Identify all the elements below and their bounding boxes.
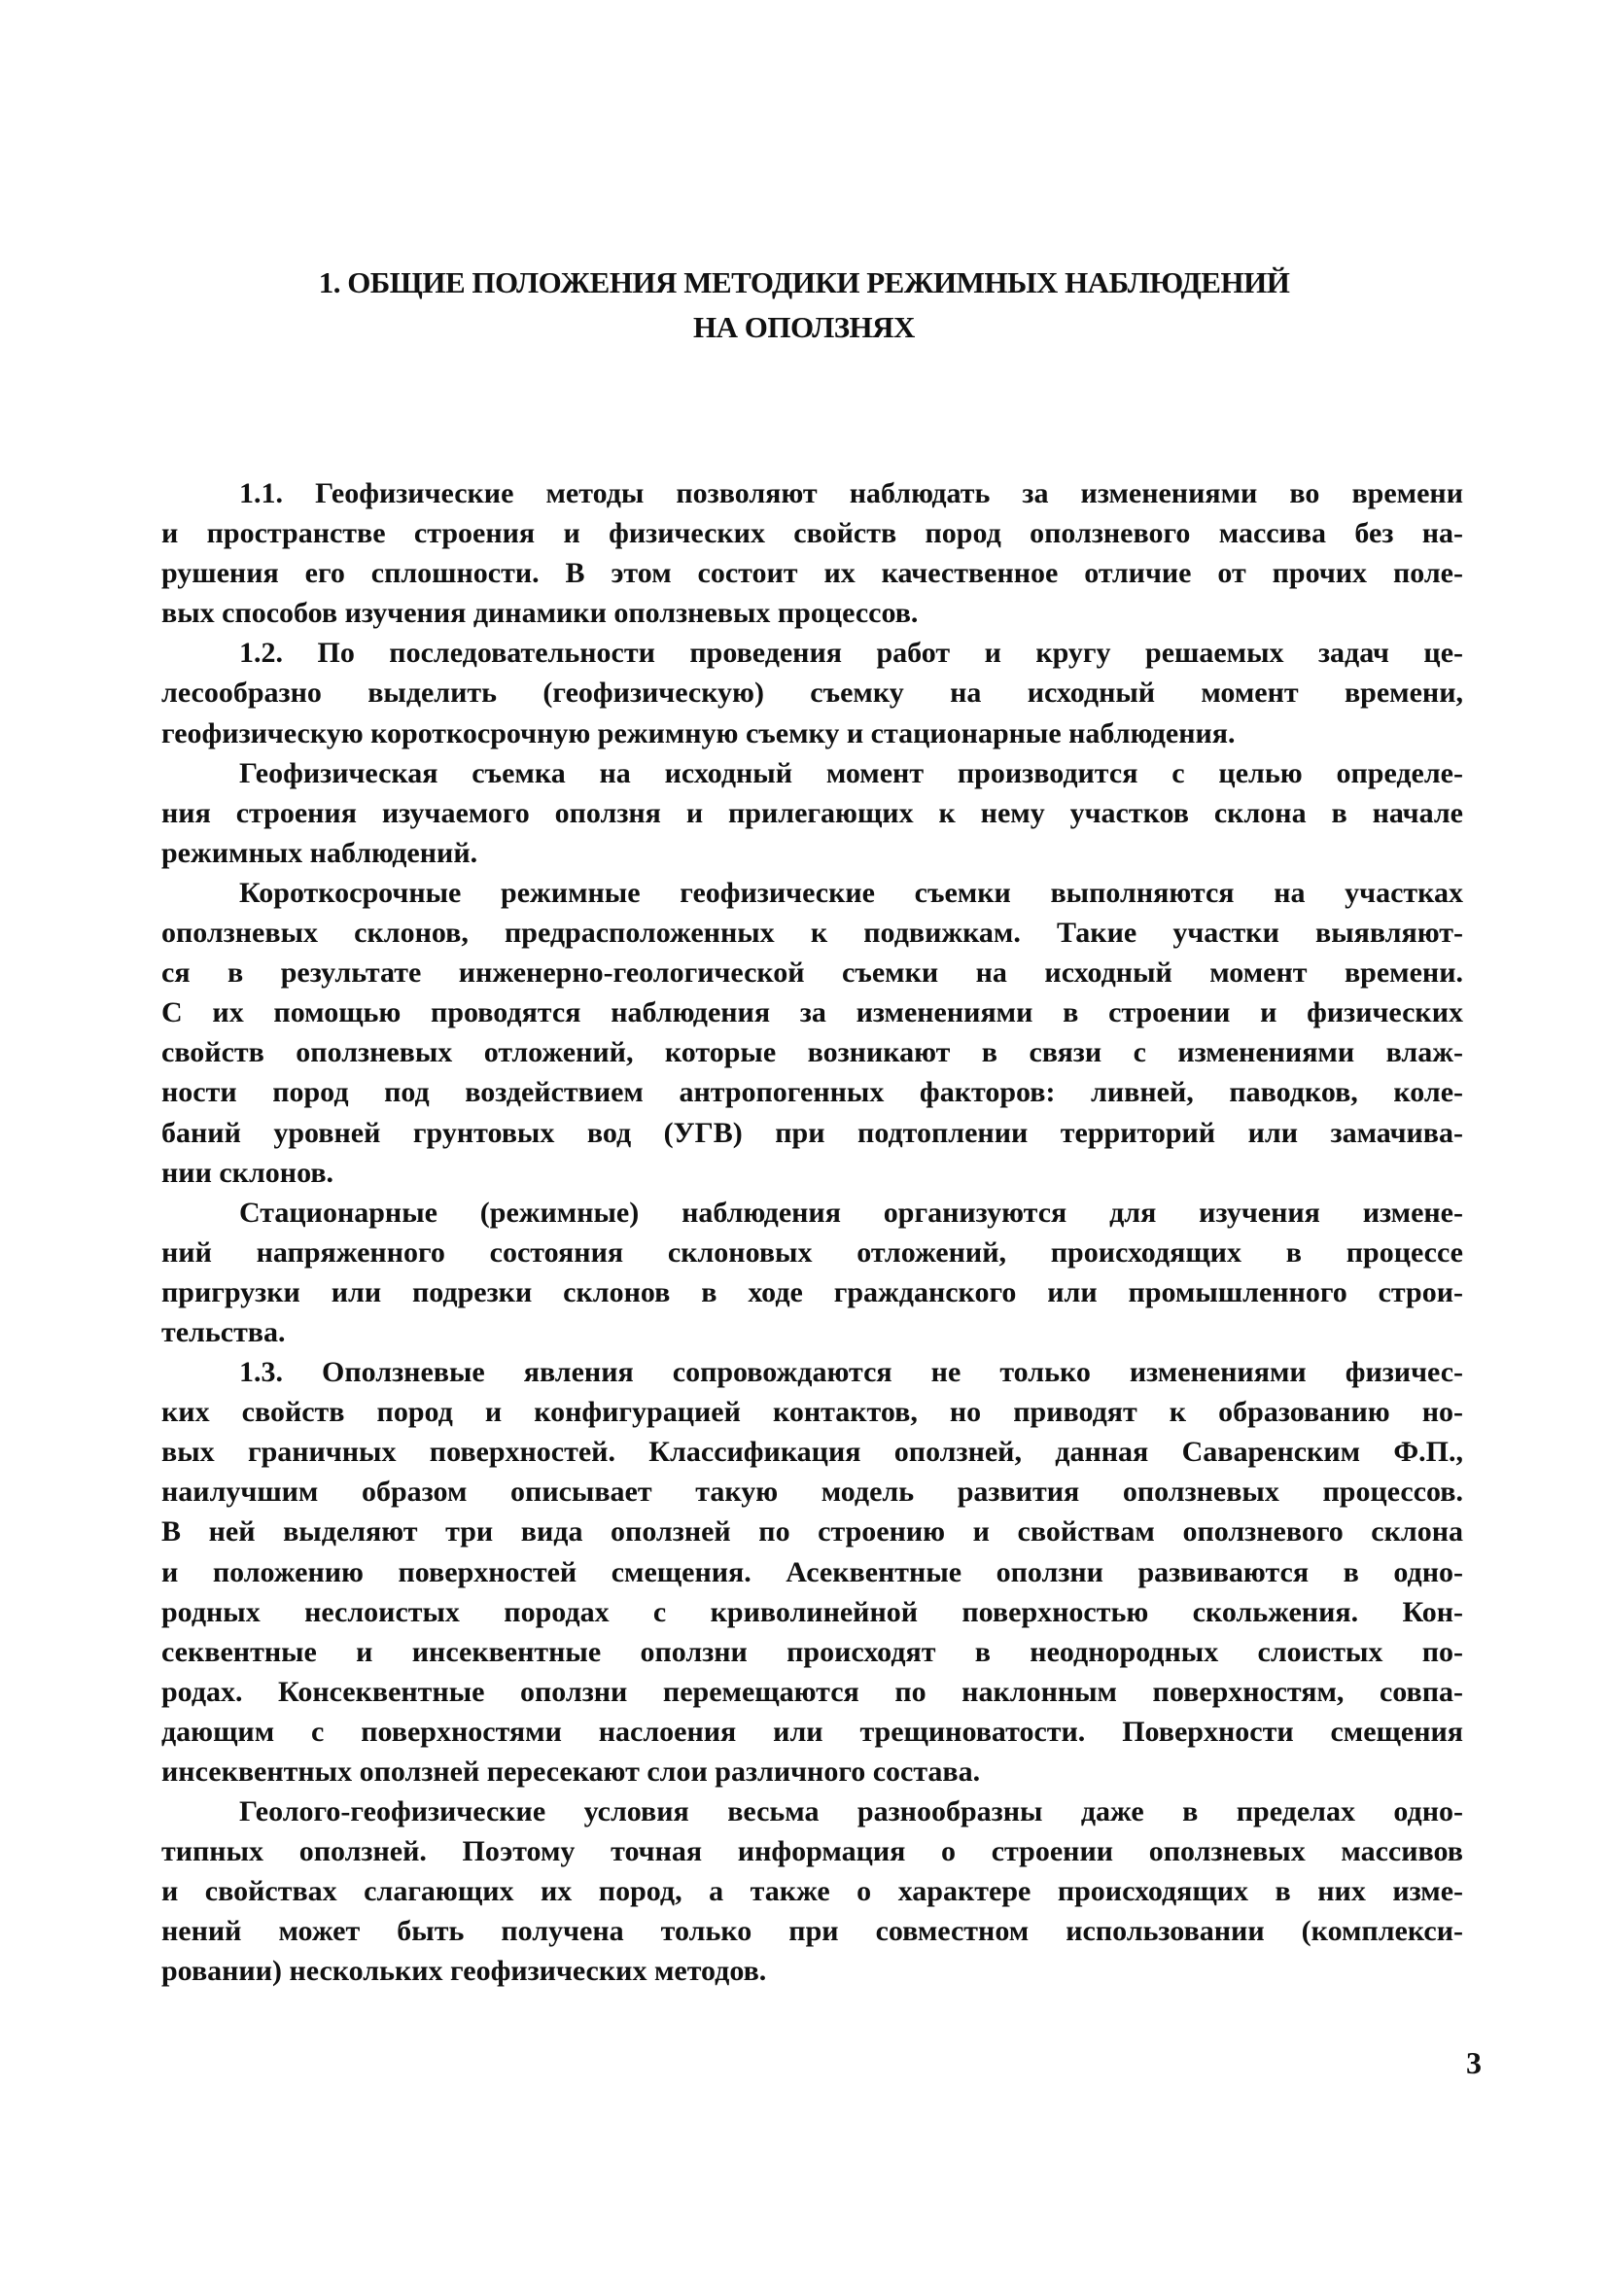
line-text: ний напряженного состояния склоновых отложений, происходящих в процессе	[161, 1235, 1463, 1269]
text-line	[161, 1432, 1463, 1472]
line-text: геофизическую короткосрочную режимную съемку и стационарные наблюдения.	[161, 716, 1236, 749]
text-line	[161, 473, 1463, 513]
paragraph	[161, 1792, 1463, 1991]
text-line	[161, 593, 1463, 633]
line-text: вых граничных поверхностей. Классификация оползней, данная Саваренским Ф.П.,	[161, 1436, 1463, 1469]
line-text: родных неслоистых породах с криволинейной поверхностью скольжения. Кон-	[161, 1595, 1463, 1628]
line-text: Стационарные (режимные) наблюдения организуются для изучения измене-	[239, 1196, 1463, 1229]
text-line	[161, 1792, 1463, 1831]
paragraph	[161, 1193, 1463, 1352]
line-text: ровании) нескольких геофизических методов.	[161, 1955, 767, 1988]
line-text: ких свойств пород и конфигурацией контактов, но приводят к образованию но-	[161, 1396, 1463, 1429]
text-line	[161, 633, 1463, 673]
text-line	[161, 1193, 1463, 1233]
text-line	[161, 1352, 1463, 1392]
line-text: ния строения изучаемого оползня и прилегающих к нему участков склона в начале	[161, 796, 1463, 829]
line-text: дающим с поверхностями наслоения или трещиноватости. Поверхности смещения	[161, 1715, 1463, 1748]
text-line	[161, 1472, 1463, 1512]
text-line	[161, 1512, 1463, 1551]
line-text: нии склонов.	[161, 1156, 334, 1189]
text-line	[161, 833, 1463, 873]
line-text: рушения его сплошности. В этом состоит их качественное отличие от прочих поле-	[161, 557, 1463, 590]
text-line	[161, 1632, 1463, 1672]
text-line	[161, 992, 1463, 1032]
section-title	[0, 261, 1608, 350]
section-number: 1.3.	[239, 1356, 283, 1389]
text-line	[161, 1032, 1463, 1072]
text-line	[161, 1153, 1463, 1193]
paragraph	[161, 473, 1463, 633]
line-text: и пространстве строения и физических свойств пород оползневого массива без на-	[161, 517, 1463, 550]
line-text: Геолого-геофизические условия весьма разнообразны даже в пределах одно-	[239, 1795, 1463, 1828]
text-line	[161, 1552, 1463, 1592]
text-line	[161, 793, 1463, 833]
line-text: ности пород под воздействием антропогенных факторов: ливней, паводков, коле-	[161, 1076, 1463, 1109]
line-text: и положению поверхностей смещения. Асеквентные оползни развиваются в одно-	[161, 1555, 1463, 1588]
text-line	[161, 1871, 1463, 1911]
line-text: секвентные и инсеквентные оползни происходят в неоднородных слоистых по-	[161, 1635, 1463, 1668]
line-text: родах. Консеквентные оползни перемещаются по наклонным поверхностям, совпа-	[161, 1675, 1463, 1708]
line-text: тельства.	[161, 1315, 286, 1348]
line-text: Короткосрочные режимные геофизические съемки выполняются на участках	[239, 876, 1463, 909]
text-line	[161, 1113, 1463, 1153]
text-line	[161, 1951, 1463, 1991]
text-line	[161, 1592, 1463, 1632]
paragraph	[161, 873, 1463, 1193]
line-text: С их помощью проводятся наблюдения за изменениями в строении и физических	[161, 996, 1463, 1029]
section-title-line-2: НА ОПОЛЗНЯХ	[693, 310, 915, 344]
line-text: Оползневые явления сопровождаются не только изменениями физичес-	[322, 1356, 1463, 1389]
line-text: пригрузки или подрезки склонов в ходе гражданского или промышленного строи-	[161, 1275, 1463, 1308]
line-text: нений может быть получена только при совместном использовании (комплекси-	[161, 1915, 1463, 1948]
line-text: и свойствах слагающих их пород, а также о характере происходящих в них изме-	[161, 1875, 1463, 1908]
line-text: лесообразно выделить (геофизическую) съемку на исходный момент времени,	[161, 677, 1463, 710]
text-line	[161, 553, 1463, 593]
text-line	[161, 1672, 1463, 1712]
line-text: Геофизическая съемка на исходный момент производится с целью определе-	[239, 756, 1463, 789]
document-body	[161, 473, 1463, 1992]
text-line	[161, 1072, 1463, 1112]
text-line	[161, 513, 1463, 553]
paragraph	[161, 1352, 1463, 1792]
text-line	[161, 1712, 1463, 1752]
line-text: В ней выделяют три вида оползней по строению и свойствам оползневого склона	[161, 1515, 1463, 1548]
text-line	[161, 1752, 1463, 1792]
text-line	[161, 1911, 1463, 1951]
text-line	[161, 1272, 1463, 1312]
line-text: ся в результате инженерно-геологической съемки на исходный момент времени.	[161, 957, 1463, 990]
line-text: типных оползней. Поэтому точная информация о строении оползневых массивов	[161, 1835, 1463, 1868]
line-text: баний уровней грунтовых вод (УГВ) при подтоплении территорий или замачива-	[161, 1116, 1463, 1149]
text-line	[161, 753, 1463, 793]
page-number: 3	[1466, 2045, 1482, 2080]
line-text: оползневых склонов, предрасположенных к подвижкам. Такие участки выявляют-	[161, 917, 1463, 950]
text-line	[161, 913, 1463, 953]
text-line	[161, 873, 1463, 913]
line-text: наилучшим образом описывает такую модель развития оползневых процессов.	[161, 1476, 1463, 1509]
line-text: свойств оползневых отложений, которые возникают в связи с изменениями влаж-	[161, 1036, 1463, 1069]
text-line	[161, 953, 1463, 992]
line-text: инсеквентных оползней пересекают слои различного состава.	[161, 1756, 981, 1788]
text-line	[161, 1312, 1463, 1352]
paragraph	[161, 753, 1463, 873]
text-line	[161, 713, 1463, 753]
section-number: 1.2.	[239, 637, 283, 670]
line-text: вых способов изучения динамики оползневых процессов.	[161, 597, 919, 630]
text-line	[161, 1392, 1463, 1432]
section-title-line-1: 1. ОБЩИЕ ПОЛОЖЕНИЯ МЕТОДИКИ РЕЖИМНЫХ НАБЛЮДЕНИЙ	[318, 265, 1290, 299]
text-line	[161, 1233, 1463, 1272]
line-text: По последовательности проведения работ и кругу решаемых задач це-	[317, 637, 1464, 670]
line-text: Геофизические методы позволяют наблюдать за изменениями во времени	[315, 477, 1464, 509]
text-line	[161, 673, 1463, 713]
section-number: 1.1.	[239, 477, 283, 509]
text-line	[161, 1831, 1463, 1871]
line-text: режимных наблюдений.	[161, 836, 478, 869]
paragraph	[161, 633, 1463, 752]
